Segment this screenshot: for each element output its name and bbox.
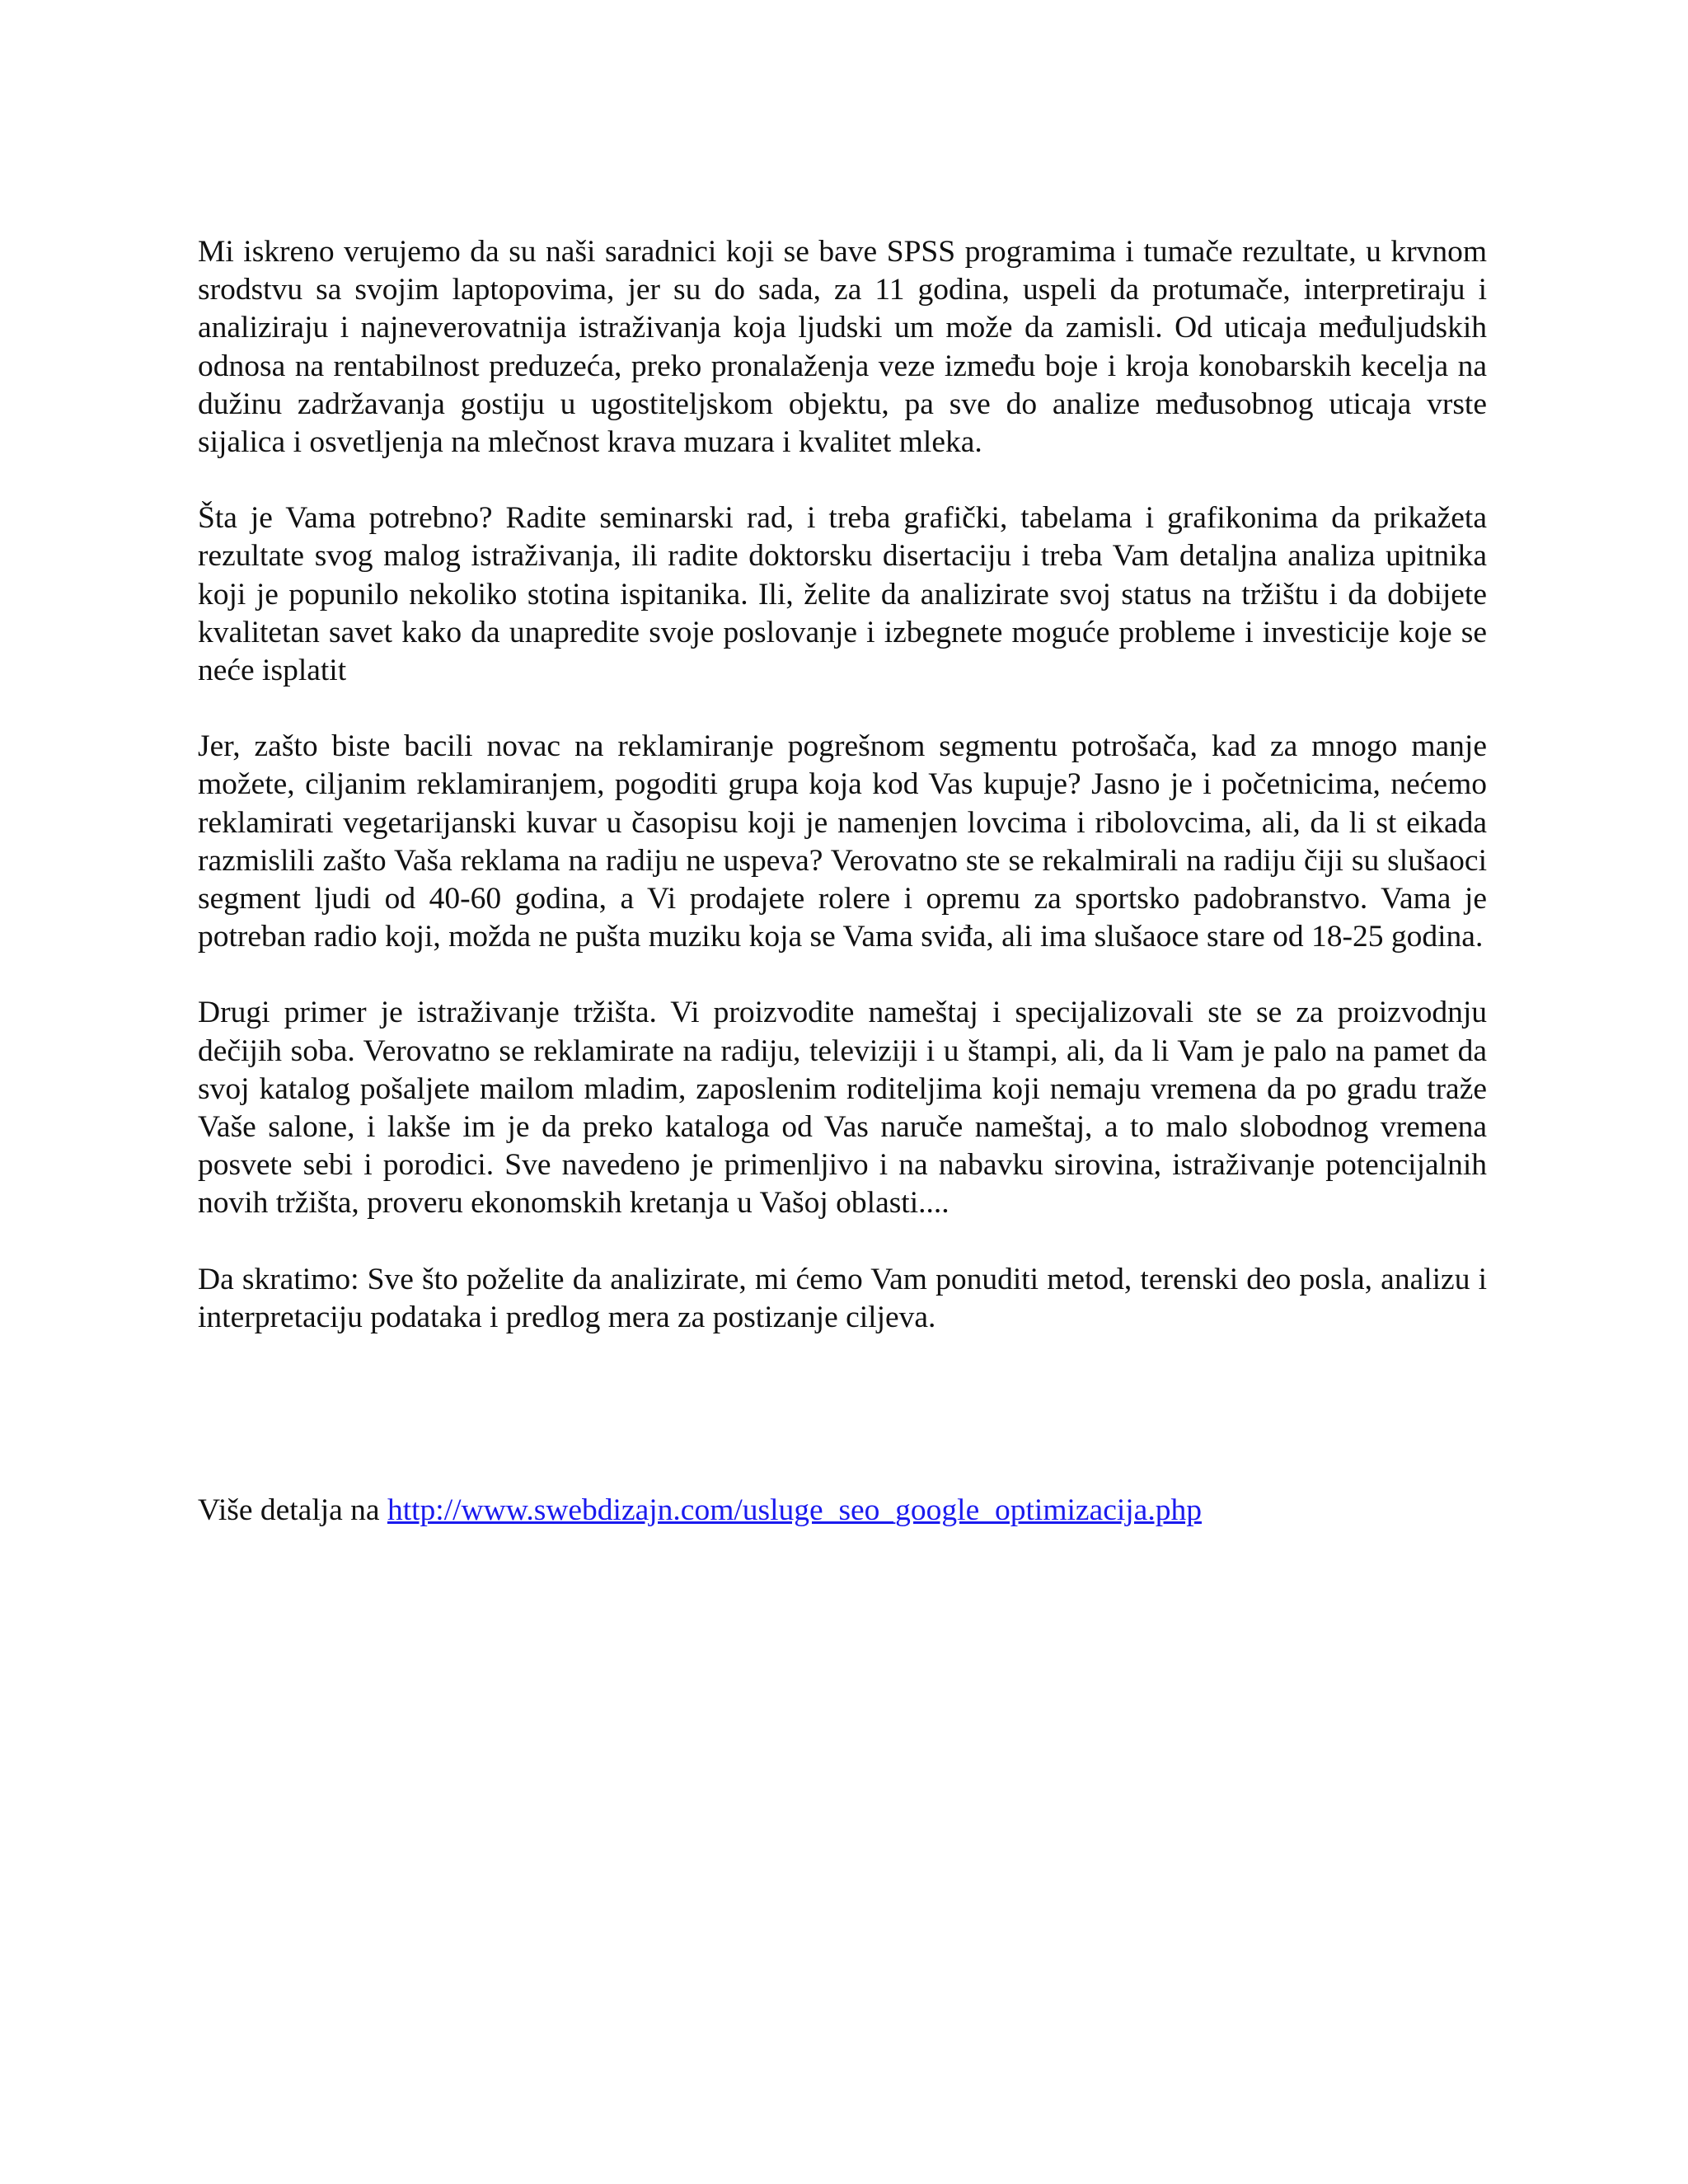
paragraph-target-advertising: Jer, zašto biste bacili novac na reklamiranje pogrešnom segmentu potrošača, kad za mnogo manje možete, ciljanim reklamiranjem, pogoditi grupa koja kod Vas kupuje? Jasno je i početnicima, nećemo reklamirati vegetarijanski kuvar u časopisu koji je namenjen lovcima i ribolovcima, ali, da li st eikada razmislili zašto Vaša reklama na radiju ne uspeva? Verovatno ste se rekalmirali na radiju čiji su slušaoci segment ljudi od 40-60 godina, a Vi prodajete rolere i opremu za sportsko padobranstvo. Vama je potreban radio koji, možda ne pušta muziku koja se Vama sviđa, ali ima slušaoce stare od 18-25 godina. [198, 729, 1487, 954]
paragraph-market-research: Drugi primer je istraživanje tržišta. Vi proizvodite nameštaj i specijalizovali ste se za proizvodnju dečijih soba. Verovatno se reklamirate na radiju, televiziji i u štampi, ali, da li Vam je palo na pamet da svoj katalog pošaljete mailom mladim, zaposlenim roditeljima koji nemaju vremena da po gradu traže Vaše salone, i lakše im je da preko kataloga od Vas naruče nameštaj, a to malo slobodnog vremena posvete sebi i porodici. Sve navedeno je primenljivo i na nabavku sirovina, istraživanje potencijalnih novih tržišta, proveru ekonomskih kretanja u Vašoj oblasti.... [198, 996, 1487, 1221]
more-details-prefix: Više detalja na [198, 1493, 387, 1527]
more-details-link[interactable]: http://www.swebdizajn.com/usluge_seo_google_optimizacija.php [387, 1493, 1202, 1527]
paragraph-summary: Da skratimo: Sve što poželite da analizirate, mi ćemo Vam ponuditi metod, terenski deo posla, analizu i interpretaciju podataka i predlog mera za postizanje ciljeva. [198, 1262, 1487, 1334]
paragraph-spss-intro: Mi iskreno verujemo da su naši saradnici koji se bave SPSS programima i tumače rezultate, u krvnom srodstvu sa svojim laptopovima, jer su do sada, za 11 godina, uspeli da protumače, interpretiraju i analiziraju i najneverovatnija istraživanja koja ljudski um može da zamisli. Od uticaja međuljudskih odnosa na rentabilnost preduzeća, preko pronalaženja veze između boje i kroja konobarskih kecelja na dužinu zadržavanja gostiju u ugostiteljskom objektu, pa sve do analize međusobnog uticaja vrste sijalica i osvetljenja na mlečnost krava muzara i kvalitet mleka. [198, 235, 1487, 460]
paragraph-what-you-need: Šta je Vama potrebno? Radite seminarski rad, i treba grafički, tabelama i grafikonima da prikažeta rezultate svog malog istraživanja, ili radite doktorsku disertaciju i treba Vam detaljna analiza upitnika koji je popunilo nekoliko stotina ispitanika. Ili, želite da analizirate svoj status na tržištu i da dobijete kvalitetan savet kako da unapredite svoje poslovanje i izbegnete moguće probleme i investicije koje se neće isplatit [198, 501, 1487, 688]
more-details-line [198, 1492, 1487, 1530]
document-body [198, 233, 1487, 1375]
